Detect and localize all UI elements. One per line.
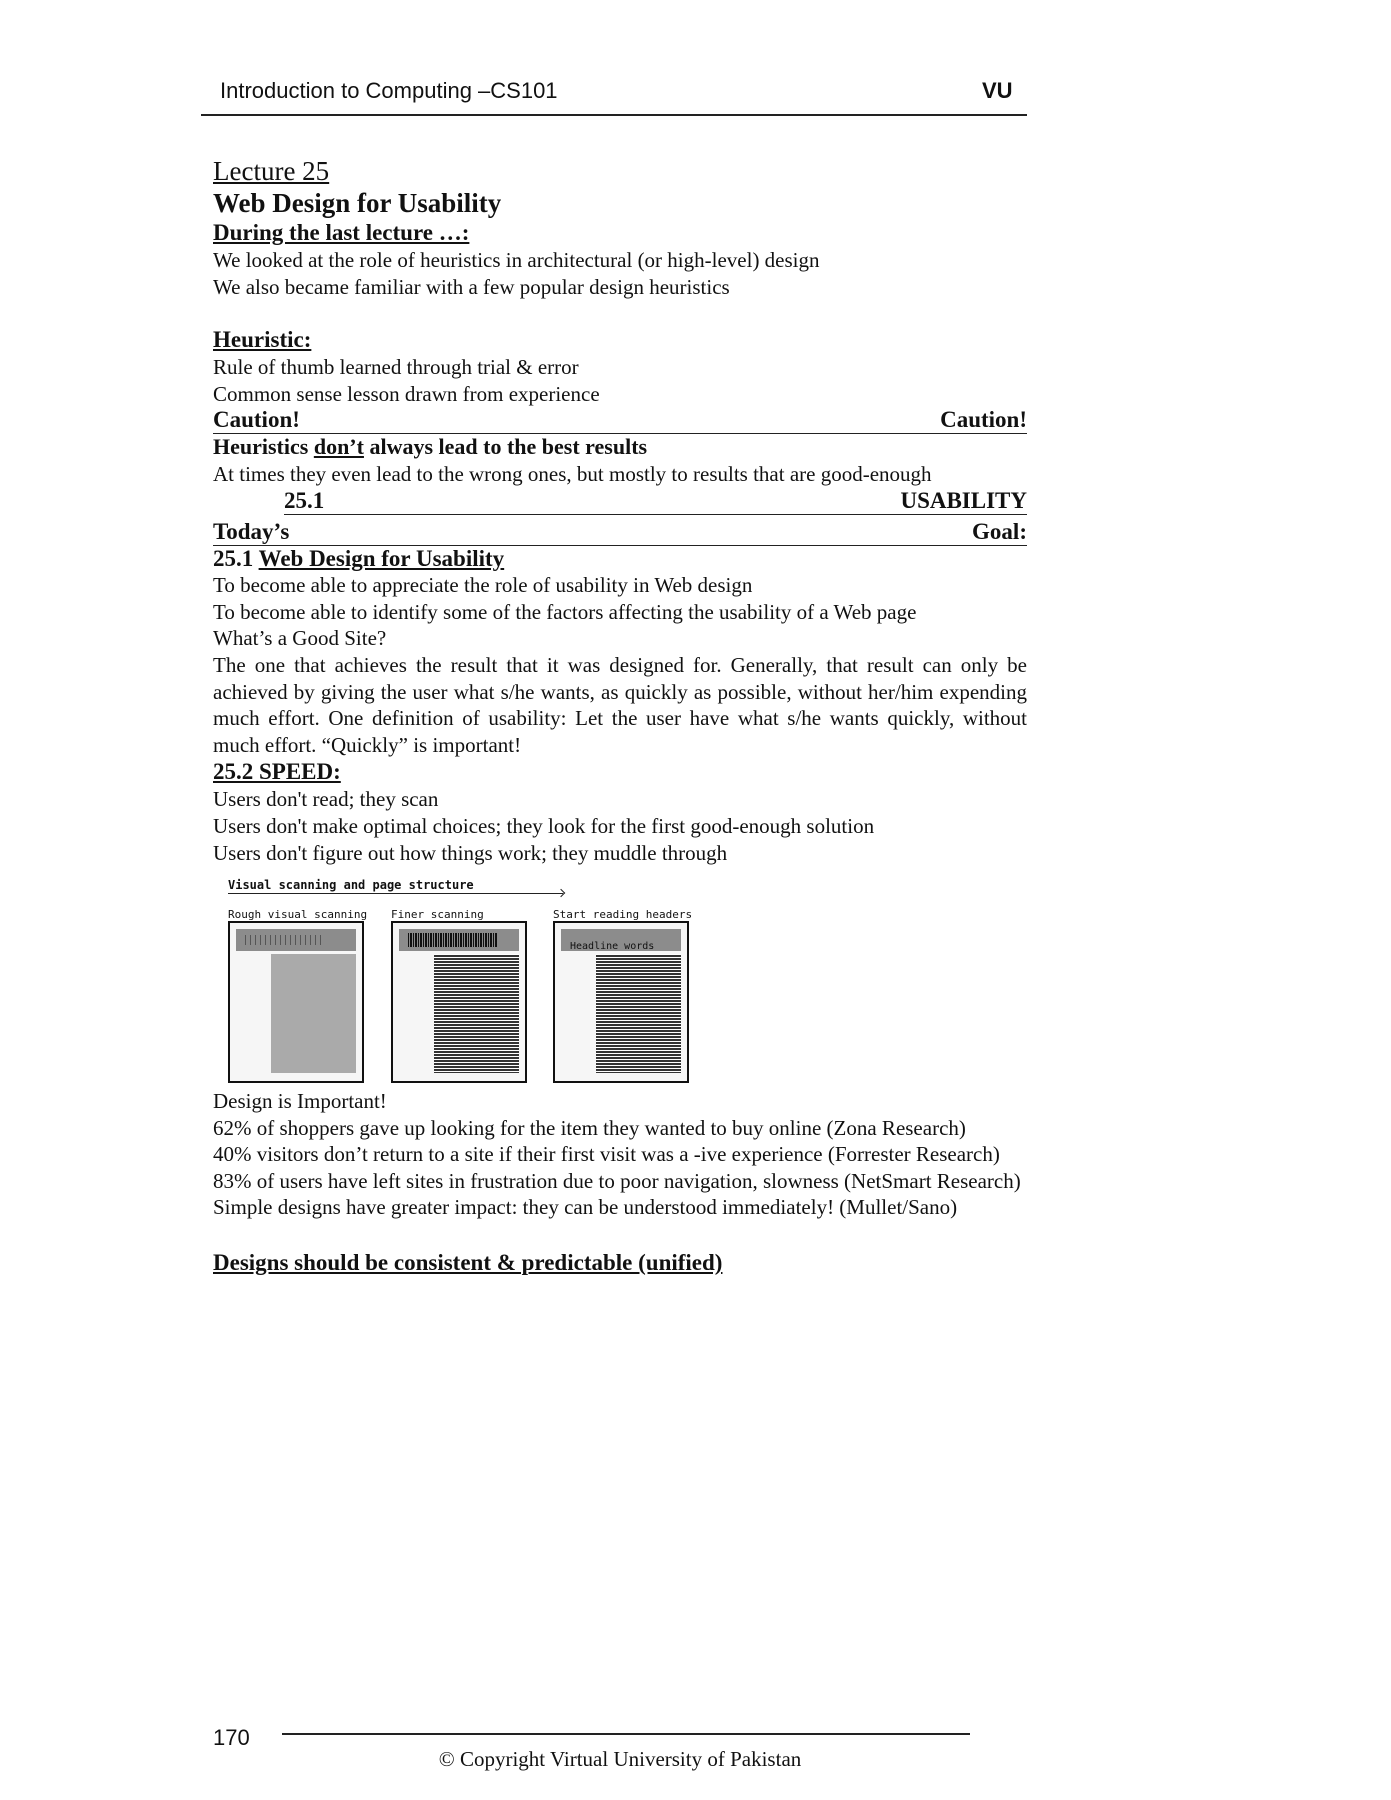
arrow-icon [228,893,563,894]
text-line: To become able to appreciate the role of usability in Web design [213,573,753,598]
text-line: We looked at the role of heuristics in architectural (or high-level) design [213,248,820,272]
text-line: Design is Important! [213,1089,387,1114]
stat-line: 62% of shoppers gave up looking for the item they wanted to buy online (Zona Research) [213,1115,966,1140]
copyright: © Copyright Virtual University of Pakistan [438,1747,802,1771]
institution-label: VU [982,78,1013,103]
header-divider [201,114,1027,116]
headers-panel [553,921,689,1083]
page-number: 170 [213,1725,250,1750]
stat-line: 83% of users have left sites in frustration due to poor navigation, slowness (NetSmart Research) [213,1168,1021,1193]
text-line: Users don't figure out how things work; they muddle through [213,840,728,865]
lecture-title: Web Design for Usability [213,188,502,218]
rough-scan-panel [228,921,364,1083]
footer-divider [282,1733,970,1735]
stat-line: 40% visitors don’t return to a site if their first visit was a -ive experience (Forrester Research) [213,1142,1000,1167]
finer-scan-panel [391,921,527,1083]
diagram-title: Visual scanning and page structure [228,878,474,893]
text-line: At times they even lead to the wrong ones, but mostly to results that are good-enough [213,461,932,486]
headline-label: Headline words [570,941,655,953]
section-usability: 25.1 USABILITY [284,487,1027,513]
text-line: Users don't make optimal choices; they look for the first good-enough solution [213,813,875,838]
speed-heading: 25.2 SPEED: [213,759,341,785]
caution-left: Caution! [213,407,300,433]
heuristic-warning: Heuristics don’t always lead to the best results [213,434,648,460]
text-line: To become able to identify some of the factors affecting the usability of a Web page [213,599,917,624]
course-title: Introduction to Computing –CS101 [220,78,558,103]
closing-heading: Designs should be consistent & predictable (unified) [213,1250,723,1276]
panel-label: Finer scanning [391,908,484,922]
text-line: Common sense lesson drawn from experience [213,381,600,406]
web-design-heading: 25.1 Web Design for Usability [213,545,505,571]
heuristic-heading: Heuristic: [213,327,312,353]
text-line: Users don't read; they scan [213,787,439,812]
text-line: What’s a Good Site? [213,626,387,651]
page-content [213,155,1027,1277]
visual-scanning-diagram [228,872,698,1084]
good-site-paragraph: The one that achieves the result that it was designed for. Generally, that result can only be achieved by giving the user what s/he wants, as quickly as possible, without her/him expending much effort. One definition of usability: Let the user have what s/he wants quickly, without much effort. “Quickly” is important! [213,652,1027,757]
panel-label: Rough visual scanning [228,908,368,922]
last-lecture-heading: During the last lecture …: [213,220,470,245]
caution-right: Caution! [940,407,1027,433]
text-line: We also became familiar with a few popular design heuristics [213,274,730,299]
lecture-number: Lecture 25 [213,156,330,186]
panel-label: Start reading headers [553,908,693,922]
caution-row [213,407,1027,434]
text-line: Simple designs have greater impact: they can be understood immediately! (Mullet/Sano) [213,1195,958,1220]
todays-goal: Today’s Goal: [213,518,1027,544]
text-line: Rule of thumb learned through trial & error [213,355,579,380]
